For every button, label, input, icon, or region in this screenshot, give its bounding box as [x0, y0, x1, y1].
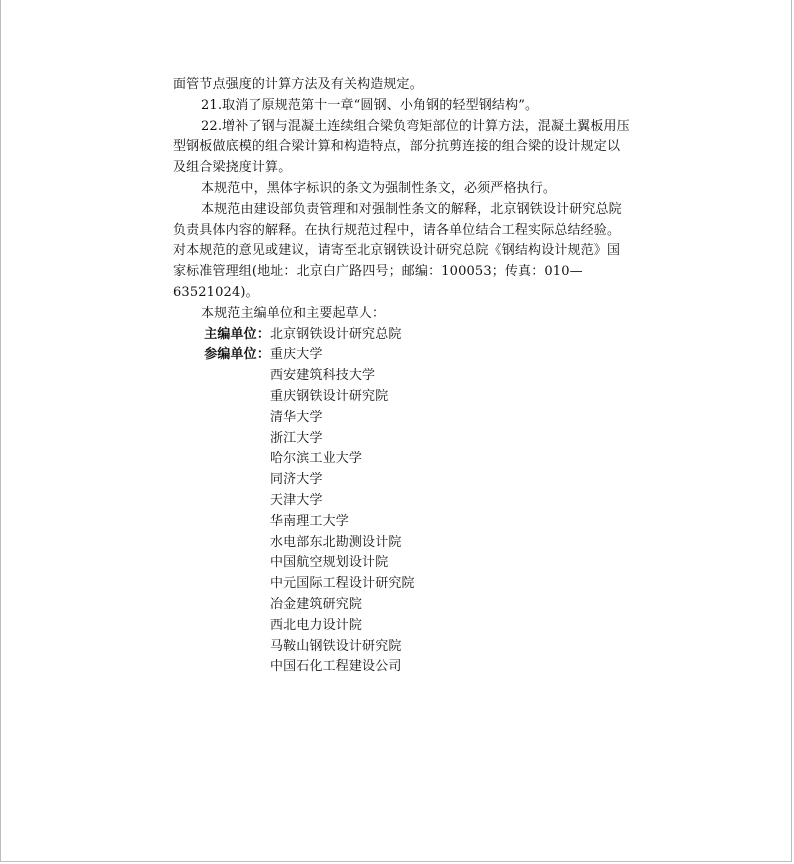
participant-unit: 中国石化工程建设公司 [270, 659, 402, 675]
participant-unit: 中国航空规划设计院 [270, 555, 389, 571]
paragraphs [173, 75, 633, 325]
participant-unit: 冶金建筑研究院 [270, 596, 363, 612]
participant-unit: 西北电力设计院 [270, 617, 363, 633]
participant-unit: 水电部东北勘测设计院 [270, 534, 402, 550]
paragraph: 22.增补了钢与混凝土连续组合梁负弯矩部位的计算方法，混凝土翼板用压型钢板做底模的组合梁计算和构造特点，部分抗剪连接的组合梁的设计规定以及组合梁挠度计算。 [173, 118, 630, 176]
participant-unit: 清华大学 [270, 409, 323, 425]
paragraph: 本规范中，黑体字标识的条文为强制性条文，必须严格执行。 [201, 180, 557, 196]
participants-list [173, 345, 633, 678]
chief-editor-value: 北京钢铁设计研究总院 [270, 326, 402, 342]
participant-unit: 马鞍山钢铁设计研究院 [270, 638, 402, 654]
participant-unit: 中元国际工程设计研究院 [270, 576, 415, 592]
paragraph: 21.取消了原规范第十一章“圆钢、小角钢的轻型钢结构”。 [201, 97, 539, 113]
chief-editor-label: 主编单位： [204, 326, 270, 342]
paragraph: 本规范由建设部负责管理和对强制性条文的解释，北京钢铁设计研究总院负责具体内容的解释。在执行规范过程中，请各单位结合工程实际总结经验。对本规范的意见或建议，请寄至北京钢铁设计研究总院《钢结构设计规范》国家标准管理组(地址：北京白广路四号；邮编：100053；传真：010—63521024)。 [173, 201, 622, 300]
participant-unit: 华南理工大学 [270, 513, 349, 529]
participants-row [173, 345, 633, 678]
participant-unit: 浙江大学 [270, 430, 323, 446]
participants-label: 参编单位： [204, 347, 270, 363]
participant-unit: 哈尔滨工业大学 [270, 451, 363, 467]
paragraph: 面管节点强度的计算方法及有关构造规定。 [173, 77, 423, 92]
chief-editor-row [173, 325, 633, 346]
participant-unit: 同济大学 [270, 472, 323, 488]
participant-unit: 重庆钢铁设计研究院 [270, 388, 389, 404]
participant-unit: 重庆大学 [270, 347, 323, 363]
document-text [173, 75, 633, 678]
participant-unit: 天津大学 [270, 492, 323, 508]
participant-unit: 西安建筑科技大学 [270, 368, 376, 384]
paragraph: 本规范主编单位和主要起草人： [201, 305, 386, 321]
